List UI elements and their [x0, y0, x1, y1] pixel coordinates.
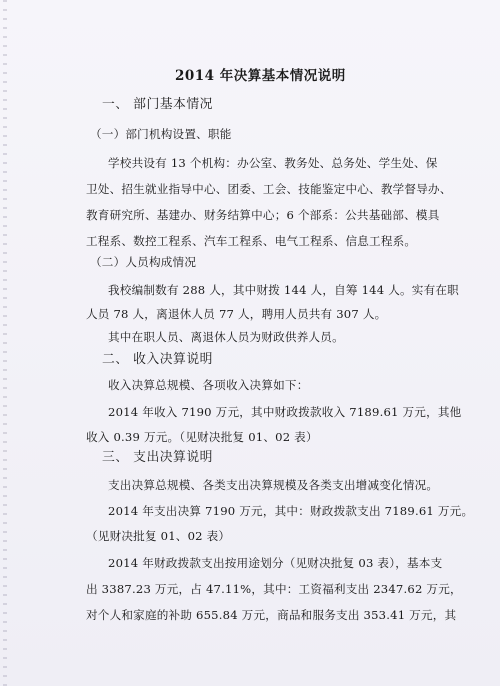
paragraph-line: 工程系、数控工程系、汽车工程系、电气工程系、信息工程系。 [86, 234, 417, 248]
paragraph-line: 2014 年收入 7190 万元，其中财政拨款收入 7189.61 万元，其他 [108, 405, 462, 419]
paragraph-line: （见财决批复 01、02 表） [86, 529, 231, 543]
paragraph-line: 我校编制数有 288 人，其中财拨 144 人，自筹 144 人。实有在职 [108, 283, 459, 297]
paragraph-line: 支出决算总规模、各类支出决算规模及各类支出增减变化情况。 [108, 478, 439, 492]
binding-holes [3, 0, 7, 686]
subsection-heading-1-2: （二）人员构成情况 [90, 255, 197, 269]
section-heading-3: 三、 支出决算说明 [102, 450, 213, 465]
doc-title: 2014 年决算基本情况说明 [175, 68, 346, 84]
paragraph-line: 收入 0.39 万元。（见财决批复 01、02 表） [86, 430, 318, 444]
paragraph-line: 卫处、招生就业指导中心、团委、工会、技能鉴定中心、教学督导办、 [86, 182, 452, 196]
paragraph-line: 2014 年财政拨款支出按用途划分（见财决批复 03 表），基本支 [108, 556, 443, 570]
paragraph-line: 收入决算总规模、各项收入决算如下： [108, 378, 309, 392]
paragraph-line: 其中在职人员、离退休人员为财政供养人员。 [108, 330, 344, 344]
paragraph-line: 学校共设有 13 个机构：办公室、教务处、总务处、学生处、保 [108, 156, 438, 170]
paragraph-line: 2014 年支出决算 7190 万元，其中：财政拨款支出 7189.61 万元。 [108, 504, 474, 518]
paragraph-line: 出 3387.23 万元，占 47.11%，其中：工资福利支出 2347.62 万元， [86, 582, 462, 596]
paragraph-line: 人员 78 人，离退休人员 77 人，聘用人员共有 307 人。 [86, 307, 387, 321]
paragraph-line: 对个人和家庭的补助 655.84 万元，商品和服务支出 353.41 万元，其 [86, 608, 457, 622]
subsection-heading-1-1: （一）部门机构设置、职能 [90, 127, 232, 141]
section-heading-1: 一、 部门基本情况 [102, 97, 213, 112]
section-heading-2: 二、 收入决算说明 [102, 352, 213, 367]
paragraph-line: 教育研究所、基建办、财务结算中心；6 个部系：公共基础部、模具 [86, 208, 440, 222]
